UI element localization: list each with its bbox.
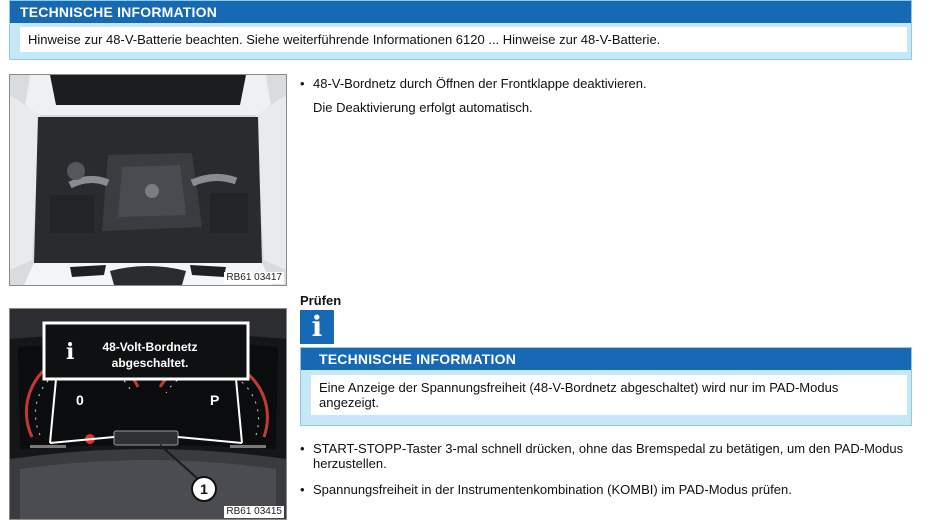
- technical-info-title: TECHNISCHE INFORMATION: [301, 348, 911, 370]
- callout-text-line1: 48-Volt-Bordnetz: [102, 340, 198, 354]
- callout-info-icon: i: [66, 339, 75, 365]
- technical-info-text: Eine Anzeige der Spannungsfreiheit (48-V-Bordnetz abgeschaltet) wird nur im PAD-Modus angezeigt.: [311, 375, 907, 415]
- image-reference-id: RB61 03415: [226, 506, 282, 517]
- technical-info-box-pad: [300, 347, 912, 426]
- instrument-cluster-photo: [9, 308, 287, 520]
- instrument-cluster-illustration: [10, 309, 286, 519]
- cluster-speed: 0: [76, 392, 84, 408]
- instruction-bullet: [300, 76, 920, 91]
- callout-text-line2: abgeschaltet.: [111, 356, 189, 370]
- bullet-dot: •: [300, 482, 305, 497]
- instruction-bullet: [300, 482, 915, 497]
- image-reference-id: RB61 03417: [226, 272, 282, 283]
- instruction-text: 48-V-Bordnetz durch Öffnen der Frontklappe deaktivieren.: [313, 76, 647, 91]
- technical-info-text: Hinweise zur 48-V-Batterie beachten. Siehe weiterführende Informationen 6120 ... Hinweise zur 48-V-Batterie.: [20, 27, 907, 52]
- technical-info-title: TECHNISCHE INFORMATION: [10, 1, 911, 23]
- instruction-text: Spannungsfreiheit in der Instrumentenkombination (KOMBI) im PAD-Modus prüfen.: [313, 482, 792, 497]
- cluster-gear: P: [210, 392, 220, 408]
- technical-info-box-top: [9, 0, 912, 60]
- instruction-text: START-STOPP-Taster 3-mal schnell drücken, ohne das Bremspedal zu betätigen, um den PAD-Modus herzustellen.: [313, 441, 904, 471]
- callout-number: 1: [200, 481, 208, 497]
- instruction-bullet: [300, 441, 915, 471]
- engine-bay-illustration: [10, 75, 286, 285]
- info-icon: i: [300, 310, 334, 344]
- instruction-note: Die Deaktivierung erfolgt automatisch.: [313, 100, 533, 115]
- bullet-dot: •: [300, 441, 305, 456]
- section-heading: Prüfen: [300, 293, 342, 308]
- bullet-dot: •: [300, 76, 305, 91]
- engine-bay-photo: [9, 74, 287, 286]
